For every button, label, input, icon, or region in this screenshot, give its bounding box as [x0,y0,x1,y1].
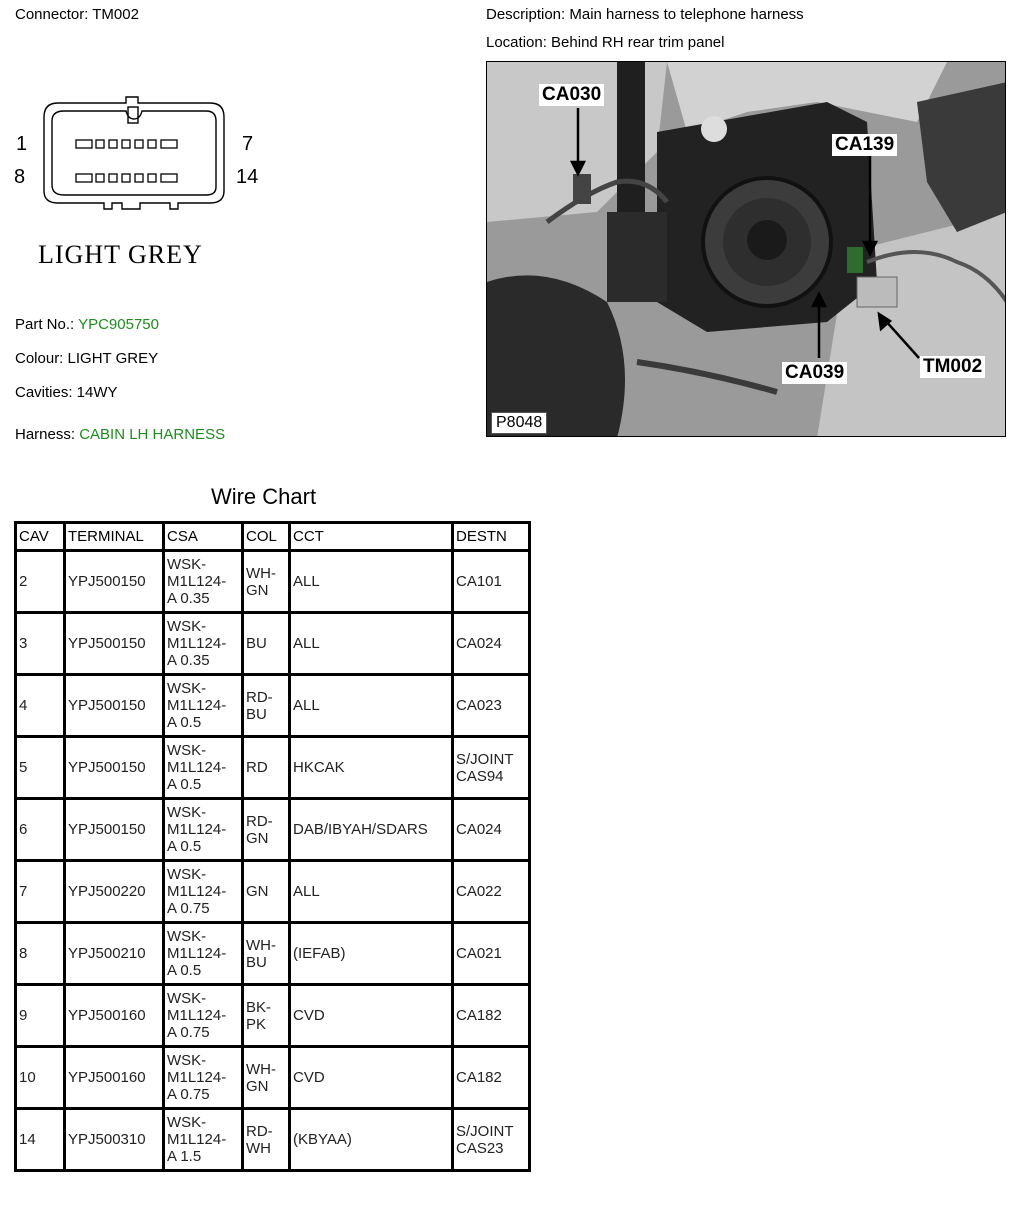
table-row [16,861,530,923]
cell-col: BK- PK [243,985,290,1047]
cell-cct: ALL [290,861,453,923]
cell-cav: 3 [16,613,65,675]
cell-cct: CVD [290,985,453,1047]
table-row [16,1109,530,1171]
cell-csa: WSK- M1L124- A 0.75 [164,1047,243,1109]
pin-14-label: 14 [236,166,259,188]
wire-chart-table [14,521,531,1172]
cell-col: RD- BU [243,675,290,737]
cell-csa: WSK- M1L124- A 0.35 [164,551,243,613]
cell-cct: DAB/IBYAH/SDARS [290,799,453,861]
cell-destn: CA021 [453,923,530,985]
cell-cct: ALL [290,613,453,675]
cell-terminal: YPJ500210 [65,923,164,985]
table-row [16,985,530,1047]
cell-cav: 7 [16,861,65,923]
connector-colour-label: LIGHT GREY [38,240,203,269]
pin-1-label: 1 [16,133,28,155]
cell-destn: CA182 [453,1047,530,1109]
cell-destn: S/JOINT CAS94 [453,737,530,799]
cell-cav: 8 [16,923,65,985]
cell-col: WH- GN [243,551,290,613]
cell-destn: CA024 [453,799,530,861]
part-no-value: YPC905750 [78,316,159,333]
part-no-row [15,316,159,333]
cell-cav: 2 [16,551,65,613]
cell-cct: ALL [290,675,453,737]
cavities-text: Cavities: 14WY [15,384,118,401]
harness-row [15,426,225,443]
description-text: Description: Main harness to telephone harness [486,6,804,23]
connector-face-diagram [10,85,280,280]
cell-col: WH- GN [243,1047,290,1109]
cell-csa: WSK- M1L124- A 0.5 [164,799,243,861]
table-row [16,1047,530,1109]
location-photo [486,61,1006,437]
cell-csa: WSK- M1L124- A 0.75 [164,985,243,1047]
table-row [16,923,530,985]
part-no-label: Part No.: [15,316,75,333]
colour-text: Colour: LIGHT GREY [15,350,159,367]
header-csa: CSA [164,523,243,551]
cell-col: WH- BU [243,923,290,985]
cell-terminal: YPJ500160 [65,985,164,1047]
cell-cav: 4 [16,675,65,737]
pin-7-label: 7 [242,133,254,155]
cell-cav: 14 [16,1109,65,1171]
cell-cct: HKCAK [290,737,453,799]
cell-terminal: YPJ500160 [65,1047,164,1109]
wire-chart-header-row [16,523,530,551]
callout-tm002: TM002 [920,356,985,378]
cell-cav: 6 [16,799,65,861]
callout-ca139: CA139 [832,134,897,156]
cell-terminal: YPJ500150 [65,675,164,737]
cell-csa: WSK- M1L124- A 0.75 [164,861,243,923]
connector-outline-drawing [10,85,280,280]
wire-chart-title: Wire Chart [210,484,317,509]
cell-cav: 5 [16,737,65,799]
callout-ca039: CA039 [782,362,847,384]
table-row [16,613,530,675]
cell-cav: 10 [16,1047,65,1109]
cell-destn: CA022 [453,861,530,923]
cell-cct: ALL [290,551,453,613]
cell-col: RD- GN [243,799,290,861]
table-row [16,551,530,613]
cell-terminal: YPJ500310 [65,1109,164,1171]
cell-col: RD- WH [243,1109,290,1171]
cell-col: RD [243,737,290,799]
header-col: COL [243,523,290,551]
cell-terminal: YPJ500150 [65,799,164,861]
harness-label: Harness: [15,426,76,443]
cell-csa: WSK- M1L124- A 0.35 [164,613,243,675]
table-row [16,675,530,737]
cell-col: GN [243,861,290,923]
cell-destn: CA182 [453,985,530,1047]
cell-terminal: YPJ500150 [65,613,164,675]
header-terminal: TERMINAL [65,523,164,551]
harness-value: CABIN LH HARNESS [79,426,226,443]
cell-destn: CA024 [453,613,530,675]
photo-illustration [487,62,1006,437]
cell-csa: WSK- M1L124- A 0.5 [164,737,243,799]
cell-cct: (IEFAB) [290,923,453,985]
cell-terminal: YPJ500220 [65,861,164,923]
header-cav: CAV [16,523,65,551]
location-text: Location: Behind RH rear trim panel [486,34,725,51]
header-cct: CCT [290,523,453,551]
cell-cct: (KBYAA) [290,1109,453,1171]
cell-cav: 9 [16,985,65,1047]
cell-destn: CA101 [453,551,530,613]
cell-cct: CVD [290,1047,453,1109]
cell-destn: CA023 [453,675,530,737]
connector-title: Connector: TM002 [15,6,139,23]
cell-csa: WSK- M1L124- A 1.5 [164,1109,243,1171]
cell-csa: WSK- M1L124- A 0.5 [164,675,243,737]
cell-csa: WSK- M1L124- A 0.5 [164,923,243,985]
cell-terminal: YPJ500150 [65,737,164,799]
pin-8-label: 8 [14,166,26,188]
table-row [16,737,530,799]
cell-terminal: YPJ500150 [65,551,164,613]
table-row [16,799,530,861]
callout-ca030: CA030 [539,84,604,106]
cell-col: BU [243,613,290,675]
cell-destn: S/JOINT CAS23 [453,1109,530,1171]
photo-id-label: P8048 [491,412,547,434]
header-destn: DESTN [453,523,530,551]
